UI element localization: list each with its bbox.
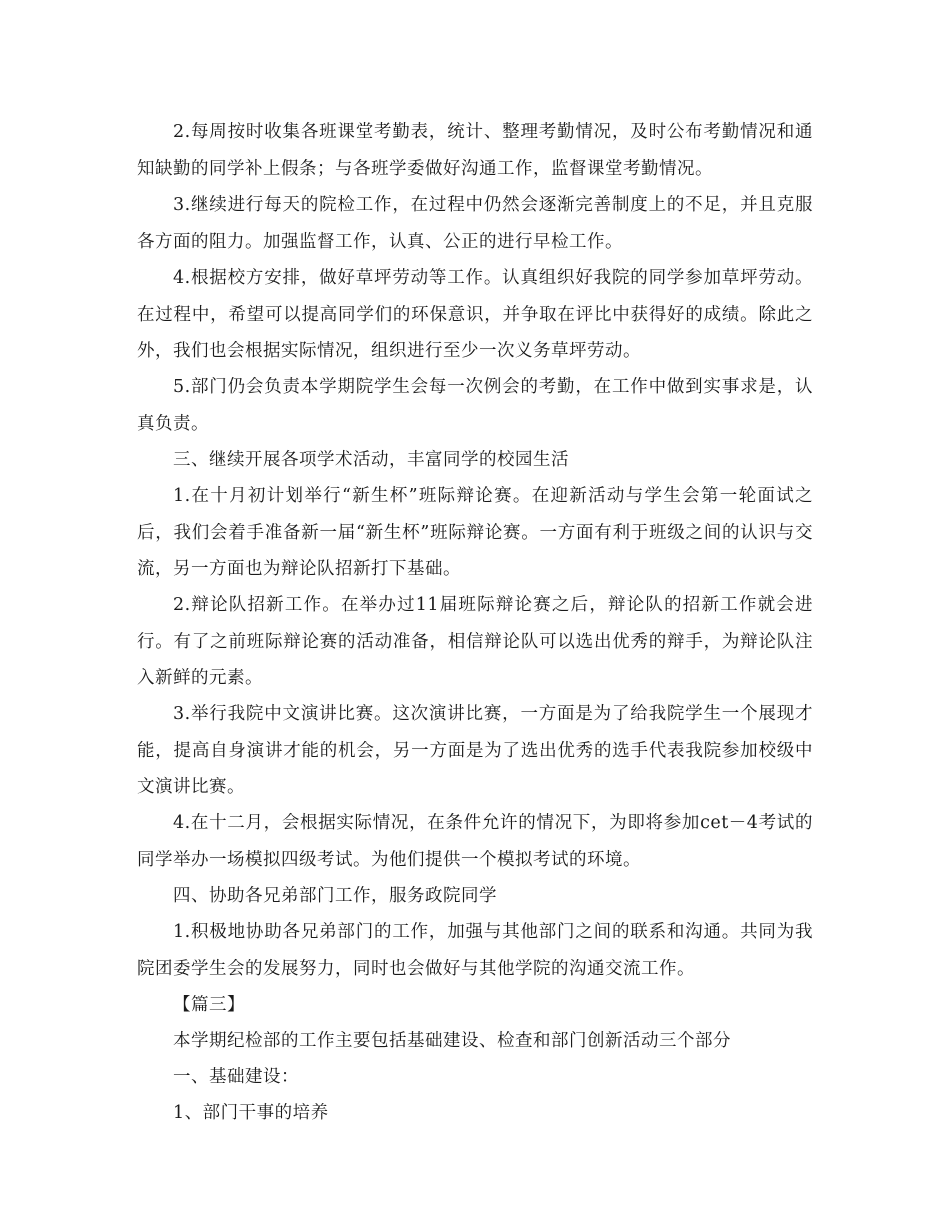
paragraph-debate-contest: 1.在十月初计划举行“新生杯”班际辩论赛。在迎新活动与学生会第一轮面试之后，我们会着手准备新一届“新生杯”班际辩论赛。一方面有利于班级之间的认识与交流，另一方面也为辩论队招新打下基础。 bbox=[137, 486, 813, 579]
section-heading-academic-activities: 三、继续开展各项学术活动，丰富同学的校园生活 bbox=[173, 450, 569, 470]
section-heading-basic-construction: 一、基础建设： bbox=[173, 1067, 299, 1087]
paragraph-semester-overview: 本学期纪检部的工作主要包括基础建设、检查和部门创新活动三个部分 bbox=[173, 1031, 731, 1051]
paragraph-speech-contest: 3.举行我院中文演讲比赛。这次演讲比赛，一方面是为了给我院学生一个展现才能，提高自身演讲才能的机会，另一方面是为了选出优秀的选手代表我院参加校级中文演讲比赛。 bbox=[137, 704, 813, 797]
paragraph-department-cooperation: 1.积极地协助各兄弟部门的工作，加强与其他部门之间的联系和沟通。共同为我院团委学生会的发展努力，同时也会做好与其他学院的沟通交流工作。 bbox=[137, 922, 813, 979]
paragraph-debate-recruitment: 2.辩论队招新工作。在举办过11届班际辩论赛之后，辩论队的招新工作就会进行。有了之前班际辩论赛的活动准备，相信辩论队可以选出优秀的辩手，为辩论队注入新鲜的元素。 bbox=[137, 595, 813, 688]
paragraph-attendance-collection: 2.每周按时收集各班课堂考勤表，统计、整理考勤情况，及时公布考勤情况和通知缺勤的同学补上假条；与各班学委做好沟通工作，监督课堂考勤情况。 bbox=[137, 122, 813, 179]
section-heading-assist-departments: 四、协助各兄弟部门工作，服务政院同学 bbox=[173, 886, 497, 906]
subheading-staff-training: 1、部门干事的培养 bbox=[173, 1103, 329, 1123]
paragraph-daily-inspection: 3.继续进行每天的院检工作，在过程中仍然会逐渐完善制度上的不足，并且克服各方面的阻力。加强监督工作，认真、公正的进行早检工作。 bbox=[137, 195, 813, 252]
part-heading: 【篇三】 bbox=[173, 995, 245, 1015]
paragraph-mock-exam: 4.在十二月，会根据实际情况，在条件允许的情况下，为即将参加cet－4考试的同学举办一场模拟四级考试。为他们提供一个模拟考试的环境。 bbox=[137, 813, 813, 870]
paragraph-meeting-attendance: 5.部门仍会负责本学期院学生会每一次例会的考勤，在工作中做到实事求是，认真负责。 bbox=[137, 377, 813, 434]
paragraph-lawn-labor: 4.根据校方安排，做好草坪劳动等工作。认真组织好我院的同学参加草坪劳动。在过程中，希望可以提高同学们的环保意识，并争取在评比中获得好的成绩。除此之外，我们也会根据实际情况，组织进行至少一次义务草坪劳动。 bbox=[137, 268, 813, 361]
